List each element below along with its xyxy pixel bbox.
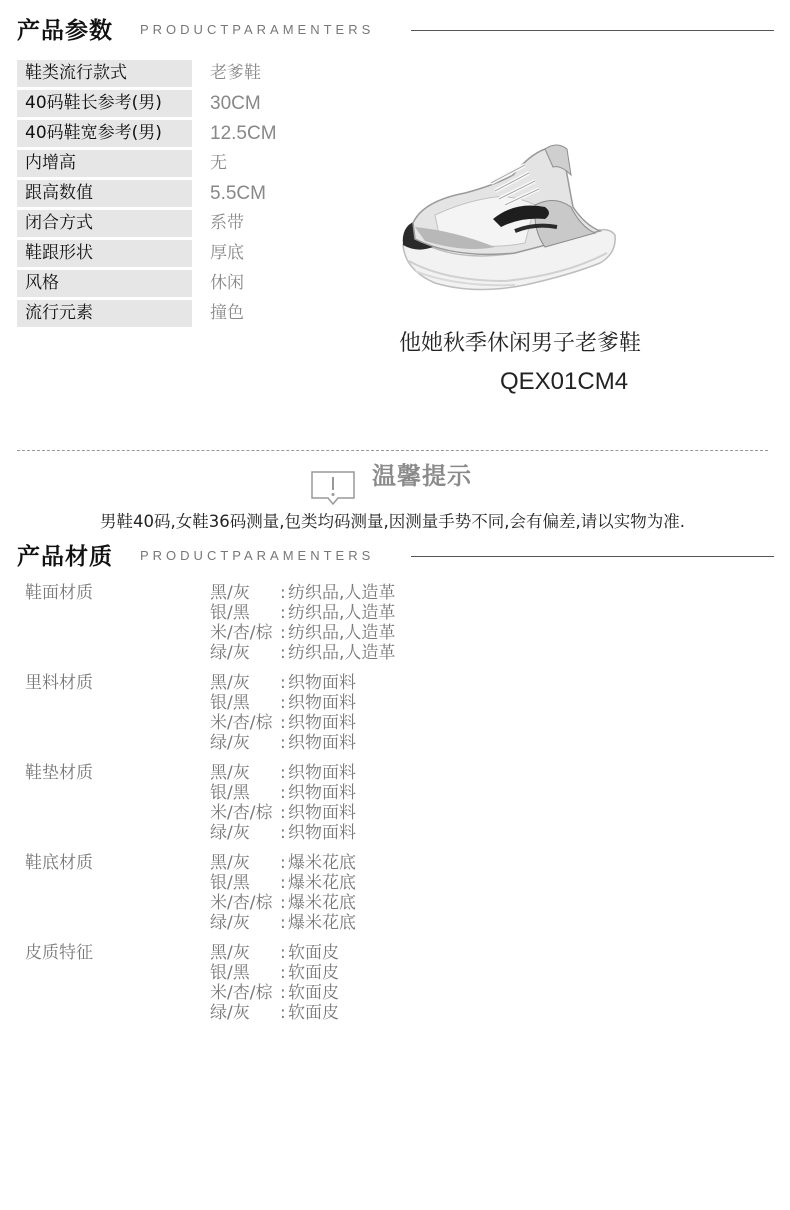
param-label: 风格 [17, 270, 192, 297]
param-value: 12.5CM [210, 123, 277, 144]
colon-separator: : [280, 963, 286, 983]
param-value: 撞色 [210, 303, 244, 323]
param-label: 40码鞋宽参考(男) [17, 120, 192, 147]
dashed-divider [17, 450, 768, 451]
header-rule [411, 556, 774, 557]
material-color-variant: 银/黑 [210, 783, 250, 803]
materials-section-header [0, 532, 790, 572]
product-code: QEX01CM4 [500, 368, 629, 395]
colon-separator: : [280, 673, 286, 693]
colon-separator: : [280, 733, 286, 753]
material-line [210, 823, 356, 843]
material-label: 皮质特征 [25, 943, 93, 963]
material-line [210, 913, 356, 933]
material-value: 软面皮 [288, 983, 339, 1003]
material-value: 爆米花底 [288, 853, 356, 873]
material-line [210, 963, 339, 983]
material-value: 爆米花底 [288, 913, 356, 933]
param-value: 老爹鞋 [210, 63, 261, 83]
material-color-variant: 绿/灰 [210, 913, 250, 933]
notice-title: 温馨提示 [372, 462, 472, 490]
materials-section-subtitle: PRODUCTPARAMENTERS [140, 548, 375, 563]
material-line [210, 803, 356, 823]
material-value: 织物面料 [288, 733, 356, 753]
material-label: 鞋底材质 [25, 853, 93, 873]
material-value: 软面皮 [288, 943, 339, 963]
material-color-variant: 绿/灰 [210, 1003, 250, 1023]
materials-list [0, 583, 790, 1033]
material-color-variant: 黑/灰 [210, 763, 250, 783]
colon-separator: : [280, 823, 286, 843]
material-line [210, 603, 395, 623]
material-color-variant: 黑/灰 [210, 583, 250, 603]
material-line [210, 733, 356, 753]
material-line [210, 783, 356, 803]
material-group [0, 943, 790, 1033]
material-color-variant: 黑/灰 [210, 853, 250, 873]
material-color-variant: 绿/灰 [210, 733, 250, 753]
exclamation-speech-bubble-icon [310, 470, 356, 506]
material-lines [210, 943, 339, 1023]
material-group [0, 673, 790, 763]
material-value: 织物面料 [288, 673, 356, 693]
material-lines [210, 583, 395, 663]
header-rule [411, 30, 774, 31]
material-color-variant: 米/杏/棕 [210, 803, 273, 823]
material-label: 鞋面材质 [25, 583, 93, 603]
colon-separator: : [280, 1003, 286, 1023]
material-color-variant: 银/黑 [210, 873, 250, 893]
material-line [210, 583, 395, 603]
material-color-variant: 米/杏/棕 [210, 893, 273, 913]
colon-separator: : [280, 853, 286, 873]
shoe-product-image [395, 135, 625, 300]
material-value: 纺织品,人造革 [288, 623, 396, 643]
colon-separator: : [280, 623, 286, 643]
material-line [210, 853, 356, 873]
material-lines [210, 853, 356, 933]
material-line [210, 673, 356, 693]
param-label: 鞋类流行款式 [17, 60, 192, 87]
param-label: 跟高数值 [17, 180, 192, 207]
colon-separator: : [280, 983, 286, 1003]
material-value: 织物面料 [288, 803, 356, 823]
notice-text: 男鞋40码,女鞋36码测量,包类均码测量,因测量手势不同,会有偏差,请以实物为准. [100, 512, 685, 531]
material-group [0, 583, 790, 673]
material-color-variant: 绿/灰 [210, 643, 250, 663]
colon-separator: : [280, 583, 286, 603]
colon-separator: : [280, 803, 286, 823]
material-label: 里料材质 [25, 673, 93, 693]
material-lines [210, 673, 356, 753]
material-value: 纺织品,人造革 [288, 643, 396, 663]
params-section-subtitle: PRODUCTPARAMENTERS [140, 22, 375, 37]
material-line [210, 983, 339, 1003]
material-color-variant: 米/杏/棕 [210, 623, 273, 643]
material-color-variant: 米/杏/棕 [210, 713, 273, 733]
material-line [210, 763, 356, 783]
material-color-variant: 银/黑 [210, 963, 250, 983]
colon-separator: : [280, 893, 286, 913]
material-line [210, 693, 356, 713]
material-line [210, 643, 395, 663]
material-value: 织物面料 [288, 823, 356, 843]
param-value: 30CM [210, 93, 261, 114]
colon-separator: : [280, 643, 286, 663]
param-label: 闭合方式 [17, 210, 192, 237]
material-line [210, 623, 395, 643]
params-section-header [0, 6, 790, 46]
param-label: 流行元素 [17, 300, 192, 327]
colon-separator: : [280, 763, 286, 783]
material-value: 织物面料 [288, 693, 356, 713]
material-value: 织物面料 [288, 763, 356, 783]
param-value: 系带 [210, 213, 244, 233]
materials-section-title: 产品材质 [17, 544, 113, 570]
material-value: 纺织品,人造革 [288, 603, 396, 623]
param-label: 鞋跟形状 [17, 240, 192, 267]
material-color-variant: 绿/灰 [210, 823, 250, 843]
material-value: 织物面料 [288, 783, 356, 803]
material-group [0, 853, 790, 943]
material-label: 鞋垫材质 [25, 763, 93, 783]
material-value: 爆米花底 [288, 893, 356, 913]
material-value: 爆米花底 [288, 873, 356, 893]
colon-separator: : [280, 713, 286, 733]
material-color-variant: 银/黑 [210, 693, 250, 713]
material-line [210, 1003, 339, 1023]
material-color-variant: 黑/灰 [210, 943, 250, 963]
colon-separator: : [280, 943, 286, 963]
colon-separator: : [280, 873, 286, 893]
material-line [210, 873, 356, 893]
param-label: 40码鞋长参考(男) [17, 90, 192, 117]
material-value: 软面皮 [288, 963, 339, 983]
material-color-variant: 米/杏/棕 [210, 983, 273, 1003]
material-line [210, 713, 356, 733]
material-color-variant: 黑/灰 [210, 673, 250, 693]
material-value: 纺织品,人造革 [288, 583, 396, 603]
params-section-title: 产品参数 [17, 18, 113, 44]
colon-separator: : [280, 693, 286, 713]
material-lines [210, 763, 356, 843]
material-group [0, 763, 790, 853]
colon-separator: : [280, 783, 286, 803]
param-value: 休闲 [210, 273, 244, 293]
material-line [210, 943, 339, 963]
product-name: 他她秋季休闲男子老爹鞋 [399, 331, 642, 356]
material-line [210, 893, 356, 913]
colon-separator: : [280, 913, 286, 933]
param-value: 厚底 [210, 243, 244, 263]
param-value: 5.5CM [210, 183, 266, 204]
material-value: 软面皮 [288, 1003, 339, 1023]
param-label: 内增高 [17, 150, 192, 177]
param-value: 无 [210, 153, 227, 173]
material-value: 织物面料 [288, 713, 356, 733]
colon-separator: : [280, 603, 286, 623]
material-color-variant: 银/黑 [210, 603, 250, 623]
